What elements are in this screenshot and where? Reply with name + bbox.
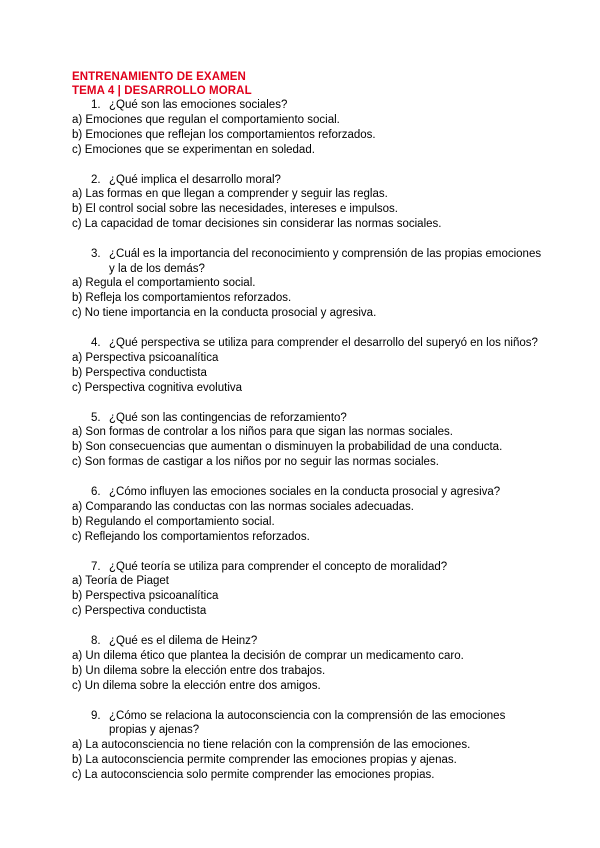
question-block (72, 336, 552, 396)
option-a: a) Las formas en que llegan a comprender y seguir las reglas. (72, 188, 388, 200)
question-text: ¿Qué teoría se utiliza para comprender el concepto de moralidad? (109, 560, 448, 573)
option-b: b) La autoconsciencia permite comprender las emociones propias y ajenas. (72, 753, 457, 766)
question-line (72, 485, 552, 500)
option-c: c) Perspectiva conductista (72, 605, 207, 617)
question-text: ¿Cómo influyen las emociones sociales en la conducta prosocial y agresiva? (109, 486, 501, 498)
option-a: a) Teoría de Piaget (72, 575, 169, 587)
question-line (72, 411, 552, 426)
question-block (72, 634, 552, 694)
option-a: a) Son formas de controlar a los niños para que sigan las normas sociales. (72, 426, 453, 438)
question-text: ¿Cómo se relaciona la autoconsciencia con la comprensión de las emociones propias y ajenas? (109, 709, 506, 736)
question-number: 4. (91, 337, 101, 349)
option-c: c) La autoconsciencia solo permite comprender las emociones propias. (72, 768, 435, 781)
question-number: 8. (91, 635, 101, 647)
question-text: ¿Qué son las emociones sociales? (109, 99, 288, 111)
document-page (72, 70, 552, 783)
option-c: c) Perspectiva cognitiva evolutiva (72, 381, 243, 394)
question-line (72, 98, 552, 113)
option-a: a) Emociones que regulan el comportamiento social. (72, 113, 340, 126)
question-line (72, 247, 552, 276)
option-a: a) Perspectiva psicoanalítica (72, 351, 219, 364)
question-text: ¿Qué perspectiva se utiliza para comprender el desarrollo del superyó en los niños? (109, 337, 538, 349)
option-a: a) Un dilema ético que plantea la decisión de comprar un medicamento caro. (72, 649, 464, 662)
option-c: c) La capacidad de tomar decisiones sin considerar las normas sociales. (72, 218, 442, 230)
question-text: ¿Qué es el dilema de Heinz? (109, 635, 258, 647)
topic-title: TEMA 4 | DESARROLLO MORAL (72, 85, 252, 97)
question-number: 3. (91, 248, 101, 260)
question-number: 9. (91, 709, 101, 722)
question-block (72, 247, 552, 321)
option-c: c) Reflejando los comportamientos reforzados. (72, 530, 310, 543)
question-block (72, 411, 552, 471)
question-number: 2. (91, 173, 101, 186)
question-number: 1. (91, 99, 101, 111)
question-block (72, 485, 552, 545)
option-c: c) No tiene importancia en la conducta prosocial y agresiva. (72, 307, 377, 319)
option-a: a) Comparando las conductas con las normas sociales adecuadas. (72, 500, 414, 513)
option-b: b) Son consecuencias que aumentan o disminuyen la probabilidad de una conducta. (72, 441, 503, 453)
question-block (72, 173, 552, 233)
option-b: b) El control social sobre las necesidades, intereses e impulsos. (72, 203, 398, 215)
option-b: b) Un dilema sobre la elección entre dos trabajos. (72, 664, 326, 677)
question-line (72, 634, 552, 649)
question-line (72, 173, 552, 188)
option-b: b) Regulando el comportamiento social. (72, 515, 275, 528)
question-text: ¿Qué implica el desarrollo moral? (109, 173, 281, 186)
question-number: 7. (91, 560, 101, 573)
question-block (72, 98, 552, 158)
question-line (72, 560, 552, 575)
option-b: b) Perspectiva psicoanalítica (72, 590, 219, 602)
option-b: b) Emociones que reflejan los comportamientos reforzados. (72, 128, 376, 141)
question-line (72, 709, 552, 738)
question-block (72, 560, 552, 620)
option-c: c) Son formas de castigar a los niños por no seguir las normas sociales. (72, 456, 439, 468)
option-c: c) Un dilema sobre la elección entre dos amigos. (72, 679, 321, 692)
question-number: 6. (91, 486, 101, 498)
question-text: ¿Cuál es la importancia del reconocimiento y comprensión de las propias emociones y la de los demás? (109, 248, 542, 275)
option-a: a) La autoconsciencia no tiene relación con la comprensión de las emociones. (72, 738, 471, 751)
question-block (72, 709, 552, 783)
option-a: a) Regula el comportamiento social. (72, 277, 256, 289)
option-c: c) Emociones que se experimentan en soledad. (72, 143, 315, 156)
exam-title: ENTRENAMIENTO DE EXAMEN (72, 71, 246, 83)
option-b: b) Refleja los comportamientos reforzados. (72, 292, 292, 304)
question-line (72, 336, 552, 351)
question-number: 5. (91, 411, 101, 424)
question-text: ¿Qué son las contingencias de reforzamiento? (109, 411, 347, 424)
option-b: b) Perspectiva conductista (72, 366, 207, 379)
